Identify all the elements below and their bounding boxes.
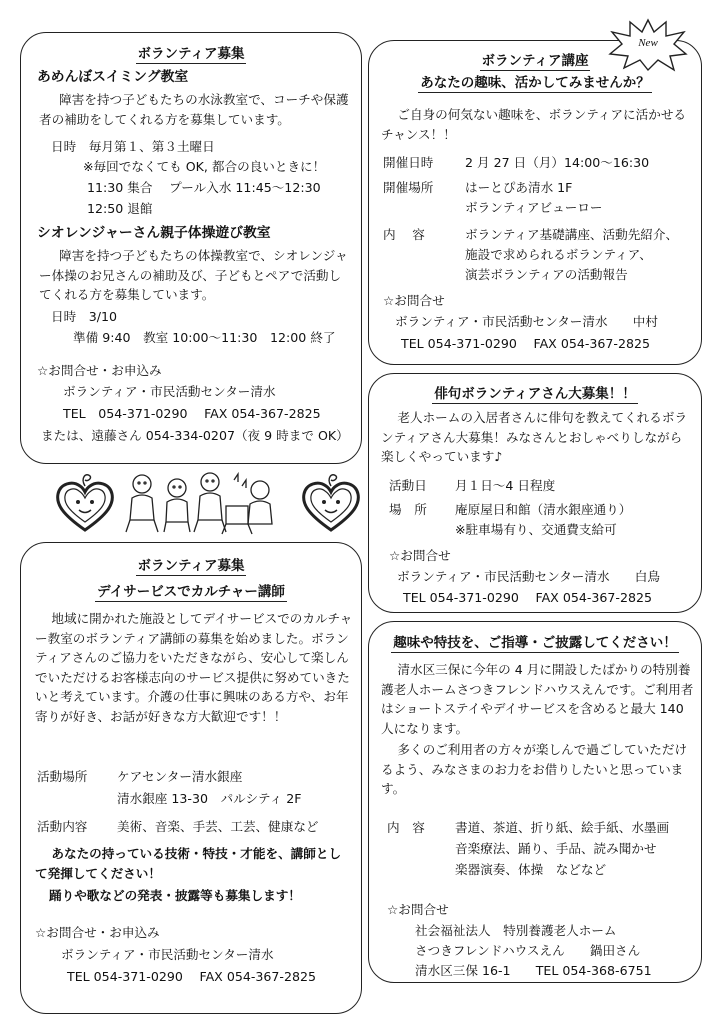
swimming-time: 11:30 集合 プール入水 11:45～12:30: [87, 180, 321, 195]
swimming-date: 日時 毎月第１、第３土曜日: [51, 139, 215, 154]
swimming-class-body: 障害を持つ子どもたちの水泳教室で、コーチや保護者の補助をしてくれる方を募集しています。: [39, 92, 349, 127]
box4-body: 地域に開かれた施設としてデイサービスでのカルチャー教室のボランティア講師の募集を始めました。ボランティアさんのご協力をいただきながら、安心して楽しんでいただけるお客様志向のサービス提供に努めていきたいと考えています。介護の仕事に興味のある方や、お年寄りが好き、お話が好きな方大歓迎です！！: [35, 611, 353, 724]
box5-body1: 清水区三保に今年の 4 月に開設したばかりの特別養護老人ホームさつきフレンドハウスえんです。ご利用者はショートステイやデイサービスを含めると最大 140 人になります。: [381, 662, 694, 736]
box1-contact-head: ☆お問合せ・お申込み: [37, 363, 162, 378]
box2-value-content1: ボランティア基礎講座、活動先紹介、: [465, 227, 679, 242]
box4-subheader: デイサービスでカルチャー講師: [97, 584, 285, 600]
volunteer-recruit-box-1: [20, 32, 362, 464]
box2-subheader: あなたの趣味、活かしてみませんか？: [420, 75, 650, 91]
culture-instructor-box: [20, 542, 362, 1014]
box4-value-place: ケアセンター清水銀座: [117, 769, 243, 784]
box5-header: 趣味や特技を、ご指導・ご披露してください！: [393, 635, 677, 651]
box5-content-line1: 書道、茶道、折り紙、絵手紙、水墨画: [455, 820, 670, 835]
box3-label-day: 活動日: [389, 478, 427, 493]
box4-label-place: 活動場所: [37, 769, 88, 784]
box3-value-place: 庵原屋日和館（清水銀座通り）: [455, 502, 632, 517]
box4-bold-line1: あなたの持っている技術・特技・才能を、講師として発揮してください！: [35, 846, 342, 881]
heart-left-icon: [52, 470, 118, 536]
box3-contact-head: ☆お問合せ: [389, 548, 451, 563]
haiku-volunteer-box: [368, 373, 702, 613]
box3-contact-tel: TEL 054-371-0290 FAX 054-367-2825: [403, 590, 653, 605]
box2-contact-org: ボランティア・市民活動センター清水 中村: [395, 314, 658, 329]
box3-value-day: 月１日～4 日程度: [455, 478, 556, 493]
gym-time: 準備 9:40 教室 10:00～11:30 12:00 終了: [73, 330, 336, 345]
box1-contact-alt: または、遠藤さん 054-334-0207（夜 9 時まで OK）: [41, 428, 349, 443]
box2-contact-tel: TEL 054-371-0290 FAX 054-367-2825: [401, 336, 651, 351]
box1-header: ボランティア募集: [137, 46, 245, 62]
box4-contact-head: ☆お問合せ・お申込み: [35, 925, 160, 940]
box2-value-place: はーとぴあ清水 1F: [465, 180, 573, 195]
box1-contact-tel: TEL 054-371-0290 FAX 054-367-2825: [63, 406, 321, 421]
box4-contact-tel: TEL 054-371-0290 FAX 054-367-2825: [67, 969, 317, 984]
box3-header: 俳句ボランティアさん大募集！！: [434, 386, 636, 402]
box4-contact-org: ボランティア・市民活動センター清水: [61, 947, 274, 962]
box2-label-content: 内 容: [383, 227, 425, 242]
box3-value-note: ※駐車場有り、交通費支給可: [455, 522, 617, 537]
box2-value-content3: 演芸ボランティアの活動報告: [465, 267, 628, 282]
swimming-class-title: あめんぼスイミング教室: [37, 69, 189, 85]
box5-content-line3: 楽器演奏、体操 などなど: [455, 862, 607, 877]
box4-bold-line2: 踊りや歌などの発表・披露等も募集します！: [49, 888, 301, 903]
volunteer-course-box: [368, 40, 702, 365]
box3-label-place: 場 所: [389, 502, 427, 517]
gym-class-title: シオレンジャーさん親子体操遊び教室: [37, 225, 271, 241]
box1-contact-org: ボランティア・市民活動センター清水: [63, 384, 276, 399]
box2-body: ご自身の何気ない趣味を、ボランティアに活かせるチャンス！！: [381, 107, 687, 142]
box5-contact-org: 社会福祉法人 特別養護老人ホーム: [415, 923, 617, 938]
heart-right-icon: [298, 470, 364, 536]
new-badge-text: New: [638, 37, 658, 49]
box3-body: 老人ホームの入居者さんに俳句を教えてくれるボランティアさん大募集！みなさんとおしゃべりしながら楽しくやっています♪: [381, 410, 688, 464]
box5-body2: 多くのご利用者の方々が楽しんで過ごしていただけるよう、みなさまのお力をお借りしたいと思っています。: [381, 742, 688, 796]
box2-value-content2: 施設で求められるボランティア、: [465, 247, 652, 262]
box4-value-address: 清水銀座 13-30 パルシティ 2F: [117, 791, 302, 806]
people-illustration: [122, 470, 280, 536]
hobby-skills-box: [368, 621, 702, 983]
swimming-note: ※毎回でなくても OK, 都合の良いときに！: [83, 159, 326, 174]
box2-contact-head: ☆お問合せ: [383, 293, 445, 308]
box5-contact-head: ☆お問合せ: [387, 902, 449, 917]
new-badge: [608, 18, 688, 72]
swimming-exit: 12:50 退館: [87, 201, 153, 216]
box4-value-content: 美術、音楽、手芸、工芸、健康など: [117, 819, 319, 834]
box5-contact-tel: 清水区三保 16-1 TEL 054-368-6751: [415, 963, 652, 978]
box4-header: ボランティア募集: [137, 558, 245, 574]
gym-date: 日時 3/10: [51, 309, 118, 324]
box5-content-line2: 音楽療法、踊り、手品、読み聞かせ: [455, 841, 657, 856]
box2-label-date: 開催日時: [383, 155, 434, 170]
box2-header: ボランティア講座: [481, 53, 589, 69]
box2-value-date: 2 月 27 日（月）14:00～16:30: [465, 155, 650, 170]
box4-label-content: 活動内容: [37, 819, 88, 834]
box5-contact-name: さつきフレンドハウスえん 鍋田さん: [415, 943, 641, 958]
box3-contact-org: ボランティア・市民活動センター清水 白鳥: [397, 569, 660, 584]
box2-value-place2: ボランティアビューロー: [465, 200, 603, 215]
gym-class-body: 障害を持つ子どもたちの体操教室で、シオレンジャー体操のお兄さんの補助及び、子どもとペアで活動してくれる方を募集しています。: [39, 248, 348, 302]
box2-label-place: 開催場所: [383, 180, 434, 195]
box5-label-content: 内 容: [387, 820, 425, 835]
